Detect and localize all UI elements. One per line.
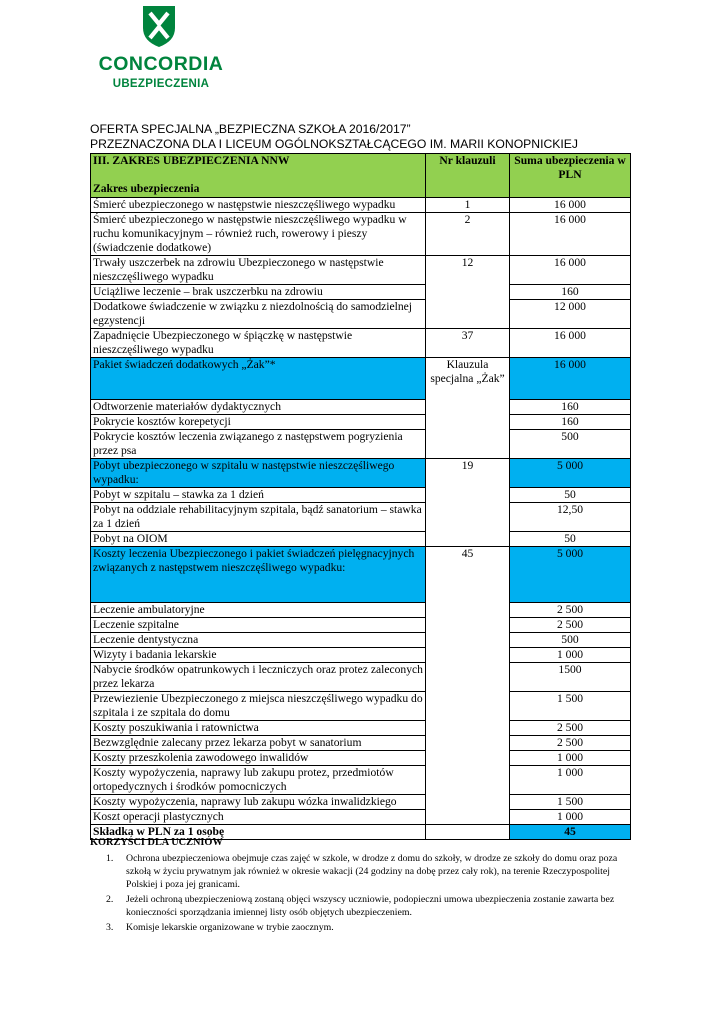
table-row [91,329,631,358]
clause-number: 37 [426,329,510,358]
clause-number [426,648,510,663]
coverage-label: Dodatkowe świadczenie w związku z niezdolnością do samodzielnej egzystencji [91,300,426,329]
table-row [91,213,631,256]
clause-number: 12 [426,256,510,285]
table-row [91,618,631,633]
clause-number [426,751,510,766]
sum-value: 2 500 [510,618,631,633]
coverage-label: Śmierć ubezpieczonego w następstwie nieszczęśliwego wypadku [91,198,426,213]
sum-value: 50 [510,488,631,503]
coverage-label: Pokrycie kosztów leczenia związanego z następstwem pogryzienia przez psa [91,430,426,459]
coverage-label: Pokrycie kosztów korepetycji [91,415,426,430]
clause-number: Klauzula specjalna „Żak” [426,358,510,400]
sum-value: 160 [510,285,631,300]
coverage-label: Pobyt ubezpieczonego w szpitalu w następstwie nieszczęśliwego wypadku: [91,459,426,488]
offer-subtitle: PRZEZNACZONA DLA I LICEUM OGÓLNOKSZTAŁCĄCEGO IM. MARII KONOPNICKIEJ [90,137,579,151]
clause-number [426,736,510,751]
header-scope-cell [91,154,426,198]
list-item-number: 1. [106,853,114,864]
coverage-label: Śmierć ubezpieczonego w następstwie nieszczęśliwego wypadku w ruchu komunikacyjnym – również ruch, rowerowy i pieszy (świadczenie dodatkowe) [91,213,426,256]
table-row [91,503,631,532]
table-row [91,430,631,459]
coverage-label: Przewiezienie Ubezpieczonego z miejsca nieszczęśliwego wypadku do szpitala i ze szpitala do domu [91,692,426,721]
table-row [91,198,631,213]
list-item-text: Komisje lekarskie organizowane w trybie zaocznym. [126,922,334,933]
header-clause-cell: Nr klauzuli [426,154,510,198]
list-item-number: 3. [106,922,114,933]
table-row [91,532,631,547]
coverage-label: Koszty przeszkolenia zawodowego inwalidów [91,751,426,766]
clause-number: 19 [426,459,510,488]
sum-value: 16 000 [510,329,631,358]
table-row [91,488,631,503]
clause-number [426,430,510,459]
table-row [91,751,631,766]
coverage-label: Leczenie dentystyczna [91,633,426,648]
table-row [91,810,631,825]
sum-value: 1 000 [510,766,631,795]
premium-value: 45 [510,825,631,840]
coverage-label: Odtworzenie materiałów dydaktycznych [91,400,426,415]
clause-number [426,300,510,329]
logo-name: CONCORDIA [98,53,224,75]
clause-number [426,618,510,633]
clause-number [426,532,510,547]
clause-number [426,603,510,618]
coverage-label: Koszty wypożyczenia, naprawy lub zakupu wózka inwalidzkiego [91,795,426,810]
table-row [91,721,631,736]
coverage-label: Pakiet świadczeń dodatkowych „Żak”* [91,358,426,400]
table-row [91,400,631,415]
table-row [91,663,631,692]
sum-value: 1 500 [510,692,631,721]
list-item [90,852,638,891]
clause-number [426,766,510,795]
sum-value: 12 000 [510,300,631,329]
list-item [90,893,638,919]
sum-value: 16 000 [510,213,631,256]
table-row [91,736,631,751]
table-row [91,603,631,618]
list-item-text: Ochrona ubezpieczeniowa obejmuje czas zajęć w szkole, w drodze z domu do szkoły, w drodze ze szkoły do domu oraz poza szkołą w życiu prywatnym jak również w okresie wakacji (24 godziny na dobę przez cały rok), na terenie Rzeczypospolitej Polskiej i poza jej granicami. [126,853,618,890]
table-row [91,415,631,430]
coverage-label: Pobyt w szpitalu – stawka za 1 dzień [91,488,426,503]
clause-number [426,721,510,736]
table-row [91,766,631,795]
list-item-number: 2. [106,894,114,905]
clause-number [426,503,510,532]
table-row [91,459,631,488]
sum-value: 1500 [510,663,631,692]
coverage-label: Wizyty i badania lekarskie [91,648,426,663]
coverage-label: Koszty wypożyczenia, naprawy lub zakupu protez, przedmiotów ortopedycznych i środków pomocniczych [91,766,426,795]
sum-value: 500 [510,430,631,459]
coverage-label: Pobyt na OIOM [91,532,426,547]
coverage-label: Bezwzględnie zalecany przez lekarza pobyt w sanatorium [91,736,426,751]
clause-number: 1 [426,198,510,213]
sum-value: 2 500 [510,736,631,751]
sum-value: 500 [510,633,631,648]
coverage-label: Pobyt na oddziale rehabilitacyjnym szpitala, bądź sanatorium – stawka za 1 dzień [91,503,426,532]
benefits-title: KORZYŚCI DLA UCZNIÓW [90,837,223,848]
clause-number [426,400,510,415]
coverage-label: Leczenie szpitalne [91,618,426,633]
sum-value: 50 [510,532,631,547]
sum-value: 2 500 [510,603,631,618]
table-row [91,300,631,329]
coverage-label: Koszt operacji plastycznych [91,810,426,825]
clause-number: 45 [426,547,510,603]
clause-number [426,285,510,300]
clause-number [426,810,510,825]
table-row [91,547,631,603]
section-title: III. ZAKRES UBEZPIECZENIA NNW [93,154,290,167]
clause-number [426,633,510,648]
sum-value: 16 000 [510,198,631,213]
table-row [91,285,631,300]
sum-value: 1 000 [510,751,631,766]
list-item [90,921,638,934]
sum-value: 1 000 [510,648,631,663]
benefits-list [90,852,638,934]
clause-number [426,415,510,430]
coverage-label: Leczenie ambulatoryjne [91,603,426,618]
table-header-row [91,154,631,198]
table-row [91,358,631,400]
sum-value: 5 000 [510,459,631,488]
offer-title: OFERTA SPECJALNA „BEZPIECZNA SZKOŁA 2016/2017” [90,122,411,136]
clause-number [426,795,510,810]
coverage-label: Koszty leczenia Ubezpieczonego i pakiet świadczeń pielęgnacyjnych związanych z następstwem nieszczęśliwego wypadku: [91,547,426,603]
sum-value: 1 500 [510,795,631,810]
clause-number: 2 [426,213,510,256]
sum-value: 12,50 [510,503,631,532]
concordia-logo [96,4,226,96]
table-row [91,795,631,810]
logo-subtitle: UBEZPIECZENIA [112,78,210,90]
coverage-label: Uciążliwe leczenie – brak uszczerbku na zdrowiu [91,285,426,300]
clause-number [426,692,510,721]
table-row [91,633,631,648]
benefits-section [90,836,638,936]
sum-value: 5 000 [510,547,631,603]
table-row [91,648,631,663]
coverage-label: Nabycie środków opatrunkowych i leczniczych oraz protez zaleconych przez lekarza [91,663,426,692]
sum-value: 160 [510,415,631,430]
coverage-label: Trwały uszczerbek na zdrowiu Ubezpieczonego w następstwie nieszczęśliwego wypadku [91,256,426,285]
sum-value: 1 000 [510,810,631,825]
table-row [91,692,631,721]
clause-number [426,663,510,692]
coverage-label: Koszty poszukiwania i ratownictwa [91,721,426,736]
sum-value: 16 000 [510,256,631,285]
sum-value: 2 500 [510,721,631,736]
list-item-text: Jeżeli ochroną ubezpieczeniową zostaną objęci wszyscy uczniowie, podopieczni umowa ubezpieczenia zostanie zawarta bez konieczności sporządzania imiennej listy osób objętych ubezpieczeniem. [126,894,615,918]
sum-value: 16 000 [510,358,631,400]
coverage-table [90,153,631,840]
sum-value: 160 [510,400,631,415]
scope-label: Zakres ubezpieczenia [93,182,200,195]
coverage-label: Zapadnięcie Ubezpieczonego w śpiączkę w następstwie nieszczęśliwego wypadku [91,329,426,358]
concordia-shield-icon [140,4,178,48]
premium-label: Składka w PLN za 1 osobę [91,825,426,840]
clause-number [426,488,510,503]
table-row [91,256,631,285]
offer-heading [90,122,578,152]
header-sum-cell: Suma ubezpieczenia w PLN [510,154,631,198]
